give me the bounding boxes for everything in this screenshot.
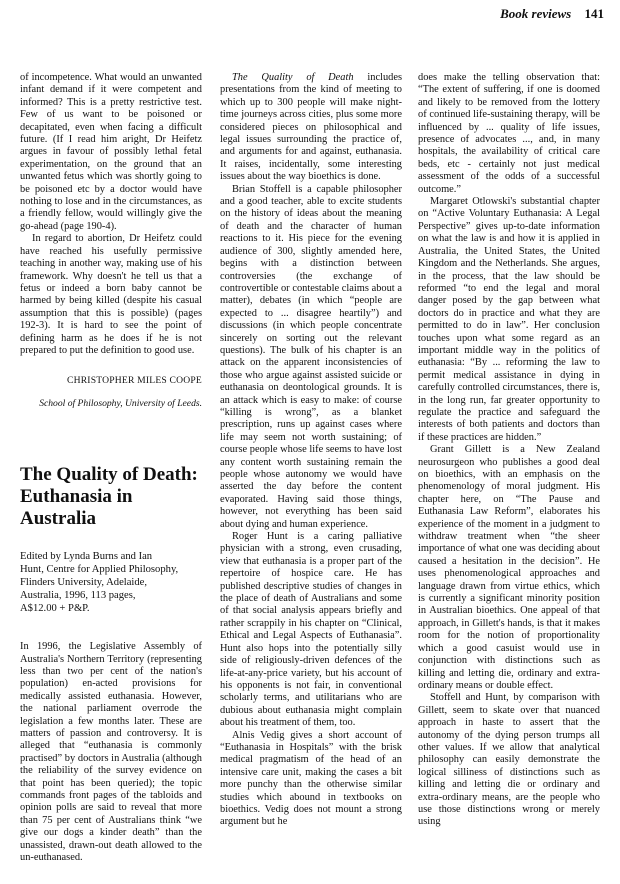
review-title-line: The Quality of Death: (20, 464, 198, 486)
column-3 (418, 72, 600, 829)
body-paragraph: In 1996, the Legislative Assembly of Australia's Northern Territory (representing less than two per cent of the nation's population) en-acted provisions for medically assisted euthanasia. However, the national parliament overrode the legislation a few months later. These are matters of passion and controversy. It is alleged that “euthanasia is commonly practised” by doctors in Australia (although the reliability of the survey evidence on that point has been queried); the topic commands front pages of the tabloids and opinion polls are said to reveal that more than 75 per cent of Australians think “we give our dogs a kinder death” than the unassisted, drawn-out death allowed to the un-euthanased. (20, 641, 202, 864)
body-paragraph: does make the telling observation that: “The extent of suffering, if one is doomed and likely to be removed from the lottery of continued life-sustaining therapy, will be influenced by ... quality of life issues, presence of advocates ..., and, in many hospitals, the availability of critical care beds, etc - certainly not just medical assessment of the odds of a successful outcome.” (418, 72, 600, 195)
body-paragraph (220, 72, 402, 184)
body-paragraph: In regard to abortion, Dr Heifetz could have reached his usefully permissive teaching in another way, making use of his framework. Why doesn't he tell us that a fetus or indeed a born baby cannot be harmed by being killed (despite his casual assumption that this is possible) (pages 192-3). It is hard to see the point of defining harm as he does if he is not prepared to put the definition to good use. (20, 233, 202, 356)
section-title: Book reviews (500, 6, 572, 21)
body-paragraph: Roger Hunt is a caring palliative physician with a strong, even crusading, view that euthanasia is a proper part of the repertoire of hospice care. He has published descriptive studies of changes in the place of death of Australians and some of that social analysis appears briefly and rather scrappily in his chapter on “Clinical, Ethical and Legal Aspects of Euthanasia”. Hunt also hops into the potentially silly side of religiously-driven defences of the life-at-any-price variety, but his account of his opponents is not fair, in conventional scholarly terms, and utilitarians who are dubious about euthanasia might complain about his treatment of them, too. (220, 531, 402, 729)
page-number: 141 (584, 6, 604, 21)
body-paragraph: Alnis Vedig gives a short account of “Euthanasia in Hospitals” with the brisk medical pragmatism of the head of an intensive care unit, making the cases a bit more punchy than the otherwise similar studies which abound in textbooks on bioethics. Vedig does not mount a strong argument but he (220, 729, 402, 828)
body-paragraph: Stoffell and Hunt, by comparison with Gillett, seem to skate over that nuanced approach in haste to assert that the autonomy of the dying person trumps all other values. If we allow that analytical philosophy can easily demonstrate the logical silliness of distinctions such as killing and letting die or ordinary and extra-ordinary means, are the people who use those distinctions wrong or merely using (418, 692, 600, 828)
paragraph-text: includes presentations from the kind of meeting to which up to 300 people will make night-time journeys across cities, plus some more considered pieces on philosophical and legal issues surrounding the practice of, and arguments for and against, euthanasia. It raises, incidentally, some interesting issues about the way bioethics is done. (220, 72, 402, 183)
review-title-line: Australia (20, 508, 96, 530)
biblio-line: A$12.00 + P&P. (20, 603, 90, 615)
review-title (20, 464, 202, 530)
reviewer-name: CHRISTOPHER MILES COOPE (66, 375, 202, 387)
column-2 (220, 72, 402, 829)
bibliographic-details (20, 550, 202, 615)
biblio-line: Hunt, Centre for Applied Philosophy, (20, 564, 179, 576)
column-1 (20, 72, 202, 864)
body-paragraph: Brian Stoffell is a capable philosopher and a good teacher, able to excite students on the history of ideas about the meaning of death and the character of human reactions to it. His piece for the evening audience of 300, slightly amended here, begins with a distinction between controversies (the exchange of controvertible or contestable claims about a matter), debates (in which “people are expected to ... disagree heartily”) and discussions (in which people concentrate sincerely on sorting out the relevant questions). The bulk of his chapter is an attack on the apparent inconsistencies of those who argue against assisted suicide or euthanasia on deontological grounds. It is an attack which is easy to make: of course “killing is wrong”, as a blanket prescription, runs up against cases where life may seem not worth sustaining; of course people whose life seems to have lost any content worth sustaining remain the people whose autonomy we would have asserted the day before the content evaporated. Having said those things, however, not everything has been said about dying and human experience. (220, 183, 402, 530)
book-title-italic: The Quality of Death (232, 72, 354, 83)
body-paragraph: of incompetence. What would an unwanted infant demand if it were competent and informed? This is a pretty restrictive test. Few of us want to be poisoned or decapitated, even when facing a difficult future. (If I read him aright, Dr Heifetz argues in favour of possibly lethal fetal experimentation, on the ground that an unwanted fetus which was shortly going to be poisoned etc by a doctor would have nothing to lose and in the circumstances, as a friendly fellow, would willingly give the go-ahead (page 190-4). (20, 72, 202, 232)
biblio-line: Edited by Lynda Burns and Ian (20, 551, 153, 563)
body-paragraph: Margaret Otlowski's substantial chapter on “Active Voluntary Euthanasia: A Legal Perspective” gives up-to-date information on what the law is and how it is applied in Australia, the United States, the United Kingdom and the Netherlands. She argues, in the process, that the law should be reformed “to end the legal and moral danger posed by the gap between what doctors do in practice and what they are permitted to do in law”. Her conclusion touches upon what some regard as an important middle way in the politics of euthanasia: “By ... reforming the law to permit medical assistance in dying in carefully controlled circumstances, there is, in the long run, far greater opportunity to regulate the practice and safeguard the interests of both patients and doctors than if these practices are hidden.” (418, 196, 600, 443)
running-head (500, 6, 604, 22)
biblio-line: Flinders University, Adelaide, (20, 577, 148, 589)
review-intro (20, 641, 202, 864)
review-title-line: Euthanasia in (20, 486, 133, 508)
biblio-line: Australia, 1996, 113 pages, (20, 590, 136, 602)
body-paragraph: Grant Gillett is a New Zealand neurosurgeon who publishes a good deal on bioethics, with an emphasis on the phenomenology of moral judgment. His chapter here, on “The Pause and Euthanasia Law Reform”, elaborates his experience of the moment in a judgment to withdraw treatment when “the sheer importance of what one was deciding about caused a hesitation in the decision”. He uses phenomenological approaches and language drawn from virtue ethics, which is currently a significant minority position in Australian bioethics. One appeal of that approach, in Gillett's hands, is that it makes room for the notion of proportionality which a good casuist would use in conjunction with distinctions such as killing and letting die, ordinary and extra-ordinary means or double effect. (418, 444, 600, 691)
reviewer-affiliation: School of Philosophy, University of Leeds. (39, 397, 202, 409)
